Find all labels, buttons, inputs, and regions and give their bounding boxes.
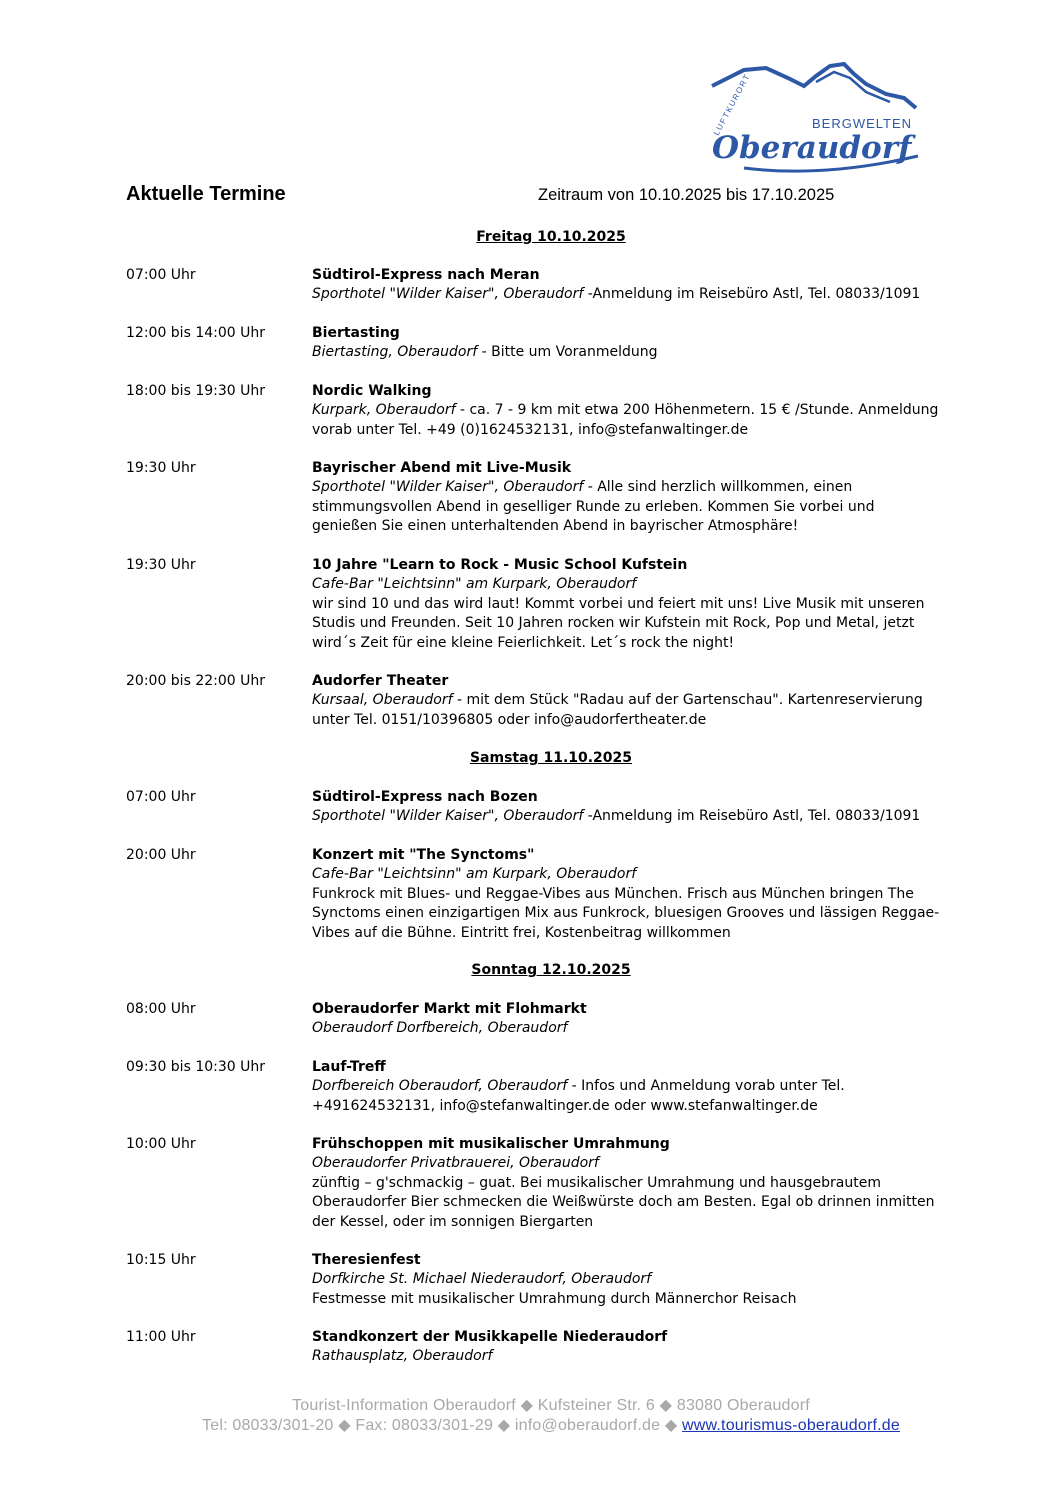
event-title: Lauf-Treff bbox=[312, 1059, 386, 1075]
event-time: 19:30 Uhr bbox=[126, 557, 196, 573]
event-location: Cafe-Bar "Leichtsinn" am Kurpark, Oberaudorf bbox=[312, 866, 637, 883]
event-title: Südtirol-Express nach Bozen bbox=[312, 789, 538, 805]
event-title: Frühschoppen mit musikalischer Umrahmung bbox=[312, 1136, 670, 1152]
event-time: 18:00 bis 19:30 Uhr bbox=[126, 383, 265, 399]
diamond-icon: ◆ bbox=[520, 1397, 534, 1414]
event-title: Nordic Walking bbox=[312, 383, 432, 399]
event-title: Standkonzert der Musikkapelle Niederaudorf bbox=[312, 1329, 668, 1345]
event-location: Rathausplatz, Oberaudorf bbox=[312, 1348, 493, 1365]
oberaudorf-logo bbox=[704, 58, 928, 182]
footer-email: info@oberaudorf.de bbox=[514, 1417, 661, 1434]
event-title: Oberaudorfer Markt mit Flohmarkt bbox=[312, 1001, 587, 1017]
event-title: Biertasting bbox=[312, 325, 400, 341]
event-time: 12:00 bis 14:00 Uhr bbox=[126, 325, 265, 341]
event-description: -Anmeldung im Reisebüro Astl, Tel. 08033/1091 bbox=[583, 808, 921, 825]
event-description: - Infos und Anmeldung vorab unter Tel. +491624532131, info@stefanwaltinger.de oder www.stefanwaltinger.de bbox=[312, 1078, 845, 1114]
event-time: 08:00 Uhr bbox=[126, 1001, 196, 1017]
event-title: Konzert mit "The Synctoms" bbox=[312, 847, 535, 863]
footer-contact bbox=[126, 1415, 976, 1435]
footer-office: Tourist-Information Oberaudorf bbox=[292, 1397, 516, 1414]
footer-fax: Fax: 08033/301-29 bbox=[355, 1417, 494, 1434]
event-description: Funkrock mit Blues- und Reggae-Vibes aus München. Frisch aus München bringen The Synctoms einen einzigartigen Mix aus Funkrock, bluesigen Grooves und lässigen Reggae-Vibes auf die Bühne. Eintritt frei, Kostenbeitrag willkommen bbox=[312, 885, 940, 941]
event-title: Südtirol-Express nach Meran bbox=[312, 267, 540, 283]
event-location: Sporthotel "Wilder Kaiser", Oberaudorf bbox=[312, 286, 584, 303]
event-time: 07:00 Uhr bbox=[126, 789, 196, 805]
event-location: Oberaudorf Dorfbereich, Oberaudorf bbox=[312, 1020, 568, 1037]
event-location: Oberaudorfer Privatbrauerei, Oberaudorf bbox=[312, 1155, 599, 1172]
diamond-icon: ◆ bbox=[338, 1417, 351, 1434]
event-time: 20:00 Uhr bbox=[126, 847, 196, 863]
logo-main-text: Oberaudorf bbox=[712, 130, 912, 166]
event-time: 09:30 bis 10:30 Uhr bbox=[126, 1059, 265, 1075]
event-location: Dorfbereich Oberaudorf, Oberaudorf bbox=[312, 1078, 568, 1095]
event-description: - Alle sind herzlich willkommen, einen stimmungsvollen Abend in geselliger Runde zu erleben. Kommen Sie vorbei und genießen Sie einen unterhaltenden Abend in bayrischer Atmosphäre! bbox=[312, 479, 875, 535]
page-title: Aktuelle Termine bbox=[126, 183, 286, 205]
event-description: Festmesse mit musikalischer Umrahmung durch Männerchor Reisach bbox=[312, 1290, 797, 1307]
date-range: Zeitraum von 10.10.2025 bis 17.10.2025 bbox=[538, 186, 835, 204]
event-time: 20:00 bis 22:00 Uhr bbox=[126, 673, 265, 689]
logo-side-text: LUFTKURORT bbox=[711, 72, 752, 137]
event-description: - ca. 7 - 9 km mit etwa 200 Höhenmetern. 15 € /Stunde. Anmeldung vorab unter Tel. +49 (0)1624532131, info@stefanwaltinger.de bbox=[312, 402, 939, 438]
event-location: Kursaal, Oberaudorf bbox=[312, 692, 453, 709]
event-title: Audorfer Theater bbox=[312, 673, 449, 689]
footer-address bbox=[126, 1395, 976, 1415]
footer-phone: Tel: 08033/301-20 bbox=[202, 1417, 334, 1434]
footer-street: Kufsteiner Str. 6 bbox=[537, 1397, 656, 1414]
event-title: Bayrischer Abend mit Live-Musik bbox=[312, 460, 572, 476]
mountain-outline-inner bbox=[816, 72, 890, 102]
event-location: Biertasting, Oberaudorf bbox=[312, 344, 478, 361]
diamond-icon: ◆ bbox=[497, 1417, 511, 1434]
event-description: -Anmeldung im Reisebüro Astl, Tel. 08033/1091 bbox=[583, 286, 921, 303]
footer-website-link[interactable]: www.tourismus-oberaudorf.de bbox=[682, 1417, 900, 1434]
event-description: - mit dem Stück "Radau auf der Gartenschau". Kartenreservierung unter Tel. 0151/10396805 oder info@audorfertheater.de bbox=[312, 692, 923, 728]
logo-top-text: BERGWELTEN bbox=[812, 116, 913, 131]
event-location: Dorfkirche St. Michael Niederaudorf, Oberaudorf bbox=[312, 1271, 652, 1288]
event-description: - Bitte um Voranmeldung bbox=[477, 344, 658, 361]
event-time: 07:00 Uhr bbox=[126, 267, 196, 283]
event-time: 10:15 Uhr bbox=[126, 1252, 196, 1268]
event-location: Sporthotel "Wilder Kaiser", Oberaudorf bbox=[312, 808, 584, 825]
event-title: 10 Jahre "Learn to Rock - Music School Kufstein bbox=[312, 557, 688, 573]
event-location: Sporthotel "Wilder Kaiser", Oberaudorf bbox=[312, 479, 584, 496]
diamond-icon: ◆ bbox=[664, 1417, 678, 1434]
event-description: wir sind 10 und das wird laut! Kommt vorbei und feiert mit uns! Live Musik mit unseren Studis und Freunden. Seit 10 Jahren rocken wir Kufstein mit Rock, Pop und Metal, jetzt wird´s Zeit für eine kleine Feierlichkeit. Let´s rock the night! bbox=[312, 595, 925, 651]
footer-city: 83080 Oberaudorf bbox=[676, 1397, 810, 1414]
event-time: 11:00 Uhr bbox=[126, 1329, 196, 1345]
event-time: 10:00 Uhr bbox=[126, 1136, 196, 1152]
event-description: zünftig – g'schmackig – guat. Bei musikalischer Umrahmung und hausgebrautem Oberaudorfer Bier schmecken die Weißwürste doch am Besten. Egal ob drinnen inmitten der Kessel, oder im sonnigen Biergarten bbox=[312, 1174, 935, 1230]
diamond-icon: ◆ bbox=[659, 1397, 673, 1414]
day-heading-sunday: Sonntag 12.10.2025 bbox=[471, 962, 631, 978]
day-heading-saturday: Samstag 11.10.2025 bbox=[469, 750, 633, 766]
event-title: Theresienfest bbox=[312, 1252, 421, 1268]
day-heading-friday: Freitag 10.10.2025 bbox=[476, 229, 626, 245]
event-time: 19:30 Uhr bbox=[126, 460, 196, 476]
event-location: Cafe-Bar "Leichtsinn" am Kurpark, Oberaudorf bbox=[312, 576, 637, 593]
event-location: Kurpark, Oberaudorf bbox=[312, 402, 456, 419]
